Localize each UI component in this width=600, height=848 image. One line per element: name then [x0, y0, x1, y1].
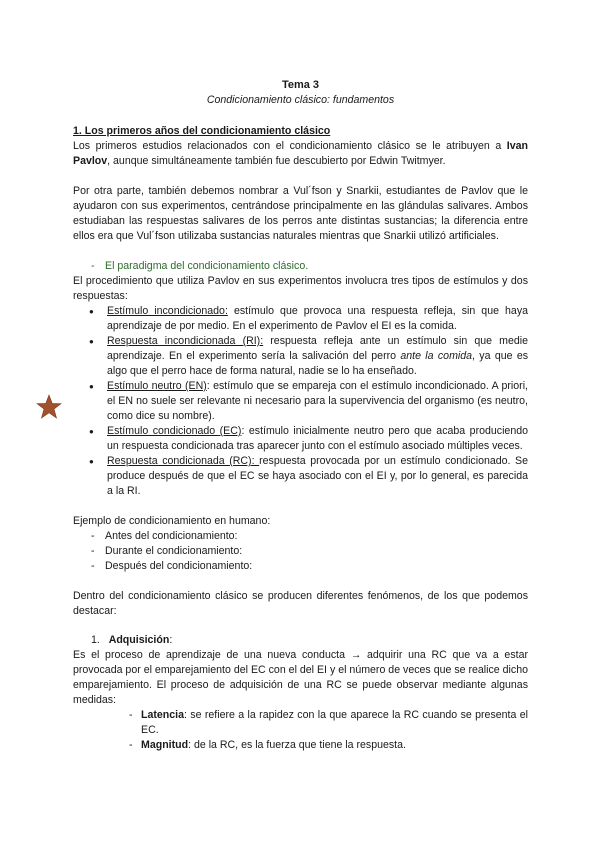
list-item: - Después del condicionamiento: [73, 559, 528, 574]
stimuli-list [73, 304, 528, 499]
list-item: - Durante el condicionamiento: [73, 544, 528, 559]
measures-list [73, 708, 528, 753]
page-title: Tema 3 [281, 79, 320, 91]
list-item: ● Estímulo neutro (EN): estímulo que se empareja con el estímulo incondicionado. A priori, el EN no suele ser relevante ni necesario para la supervivencia del organismo (es neutro, como dice su nombre). [73, 379, 528, 424]
example-list [73, 529, 528, 574]
list-item: ● Respuesta incondicionada (RI): respuesta refleja ante un estímulo sin que medie aprendizaje. En el experimento sería la salivación del perro ante la comida, ya que es algo que el perro hace de forma natural, nadie se lo ha enseñado. [73, 334, 528, 379]
pavlov-name: Ivan Pavlov [73, 140, 528, 167]
paradigm-list [73, 259, 528, 274]
list-item: ● Estímulo condicionado (EC): estímulo inicialmente neutro pero que acaba produciendo un respuesta condicionada tras aparecer junto con el estímulo asociado múltiples veces. [73, 424, 528, 454]
section-heading: 1. Los primeros años del condicionamiento clásico [73, 125, 331, 137]
paradigm-intro: El procedimiento que utiliza Pavlov en sus experimentos involucra tres tipos de estímulos y dos respuestas: [73, 275, 528, 302]
list-item: - El paradigma del condicionamiento clásico. [73, 259, 528, 274]
list-item: - Magnitud: de la RC, es la fuerza que tiene la respuesta. [73, 738, 528, 753]
acquisition-heading: 1. Adquisición: [91, 634, 173, 646]
list-item: - Antes del condicionamiento: [73, 529, 528, 544]
phenomena-intro: Dentro del condicionamiento clásico se producen diferentes fenómenos, de los que podemos destacar: [73, 590, 528, 617]
page-subtitle: Condicionamiento clásico: fundamentos [206, 94, 395, 106]
list-item: - Latencia: se refiere a la rapidez con la que aparece la RC cuando se presenta el EC. [73, 708, 528, 738]
paragraph-pavlov: Los primeros estudios relacionados con el condicionamiento clásico se le atribuyen a Ivan Pavlov, aunque simultáneamente también fue descubierto por Edwin Twitmyer. [73, 140, 528, 167]
paragraph-vulfson: Por otra parte, también debemos nombrar a Vul´fson y Snarkii, estudiantes de Pavlov que le ayudaron con sus experimentos, centrándose principalmente en las glándulas salivares. Ambos estudiaban las respuestas salivares de los perros ante distintas sustancias; la diferencia entre ellos era que Vul´fson utilizaba sustancias naturales mientras que Snarkii utilizó artificiales. [73, 185, 528, 242]
acquisition-text: Es el proceso de aprendizaje de una nueva conducta → adquirir una RC que va a estar provocada por el emparejamiento del EC con el del EI y el número de veces que se realice dicho emparejamiento. El proceso de adquisición de una RC se puede observar mediante algunas medidas: [73, 649, 528, 706]
list-item: ● Respuesta condicionada (RC): respuesta provocada por un estímulo condicionado. Se produce después de que el EC se haya asociado con el EI y, por lo general, es parecida a la RI. [73, 454, 528, 499]
star-icon [36, 394, 62, 420]
example-intro: Ejemplo de condicionamiento en humano: [73, 515, 271, 527]
list-item: ● Estímulo incondicionado: estímulo que provoca una respuesta refleja, sin que haya aprendizaje de por medio. En el experimento de Pavlov el EI es la comida. [73, 304, 528, 334]
document-page [73, 78, 528, 753]
